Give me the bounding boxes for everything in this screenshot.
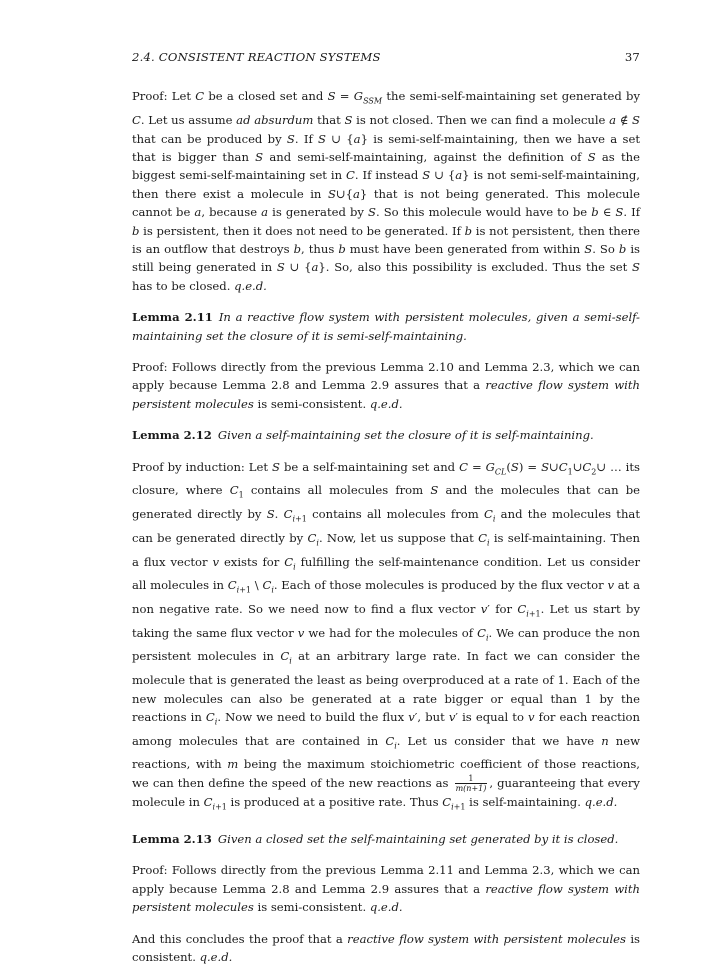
page	[132, 48, 640, 979]
lemma-label: Lemma 2.12	[132, 428, 212, 443]
proof-paragraph-2: Proof: Follows directly from the previous Lemma 2.10 and Lemma 2.3, which we can apply because Lemma 2.8 and Lemma 2.9 assures that a reactive flow system with persistent molecules is semi-consistent. q.e.d.	[132, 360, 641, 411]
fraction: $\frac{1}{m(n+1)}$	[455, 774, 487, 794]
proof-paragraph-4: Proof: Follows directly from the previous Lemma 2.11 and Lemma 2.3, which we can apply because Lemma 2.8 and Lemma 2.9 assures that a reactive flow system with persistent molecules is semi-consistent. q.e.d.	[132, 863, 641, 915]
lemma-statement: Given a closed set the self-maintaining set generated by it is closed.	[217, 831, 619, 846]
lemma-label: Lemma 2.11	[132, 310, 213, 325]
proof-paragraph-1: Proof: Let C be a closed set and $S = G_{SSM}$ the semi-self-maintaining set generated by C. Let us assume ad absurdum that S is not closed. Then we can find a molecule a ∉ S that can be produced by S. If S ∪ {a} is semi-self-maintaining, then we have a set that is bigger than S and semi-self-maintaining, against the definition of S as the biggest semi-self-maintaining set in C. If instead S ∪ {a} is not semi-self-maintaining, then there exist a molecule in S∪{a} that is not being generated. This molecule cannot be a, because a is generated by S. So this molecule would have to be b ∈ S. If b is persistent, then it does not need to be generated. If b is not persistent, then there is an outflow that destroys b, thus b must have been generated from within S. So b is still being generated in S ∪ {a}. So, also this possibility is excluded. Thus the set S has to be closed. q.e.d.	[132, 89, 640, 293]
content-rich	[132, 87, 640, 966]
lemma-label: Lemma 2.13	[132, 831, 212, 846]
lemma-2-13	[132, 830, 640, 848]
lemma-statement: Given a self-maintaining set the closure of it is self-maintaining.	[217, 428, 594, 443]
lemma-statement: In a reactive flow system with persistent molecules, given a semi-self-maintaining set the closure of it is semi-self-maintaining.	[132, 310, 640, 343]
proof-paragraph-3: Proof by induction: Let S be a self-maintaining set and $C = G_{CL}(S)$ = $S\cup C_1\cup C_2\cup$ … its closure, where $C_1$ contains all molecules from S and the molecules that can be generated directly by S. $C_{i+1}$ contains all molecules from $C_i$ and the molecules that can be generated directly by $C_i$. Now, let us suppose that $C_i$ is self-maintaining. Then a flux vector v exists for $C_i$ fulfilling the self-maintenance condition. Let us consider all molecules in $C_{i+1}$ \ $C_i$. Each of those molecules is produced by the flux vector v at a non negative rate. So we need now to find a flux vector v′ for $C_{i+1}$. Let us start by taking the same flux vector v we had for the molecules of $C_i$. We can produce the non persistent molecules in $C_i$ at an arbitrary large rate. In fact we can consider the molecule that is generated the least as being overproduced at a rate of 1. Each of the new molecules can also be generated at a rate bigger or equal than 1 by the reactions in $C_i$. Now we need to build the flux v′, but v′ is equal to v for each reaction among molecules that are contained in $C_i$. Let us consider that we have n new reactions, with m being the maximum stoichiometric coefficient of those reactions, we can then define the speed of the new reactions as $\frac{1}{m(n+1)}$ , guaranteeing that every molecule in $C_{i+1}$ is produced at a positive rate. Thus $C_{i+1}$ is self-maintaining. q.e.d.	[132, 459, 641, 812]
section-title: 2.4. CONSISTENT REACTION SYSTEMS	[132, 50, 381, 64]
lemma-2-12	[132, 426, 640, 444]
lemma-2-11	[132, 308, 640, 345]
conclusion-paragraph: And this concludes the proof that a reactive flow system with persistent molecules is consistent. q.e.d.	[132, 931, 640, 964]
running-header	[132, 48, 640, 66]
page-number: 37	[624, 50, 640, 64]
